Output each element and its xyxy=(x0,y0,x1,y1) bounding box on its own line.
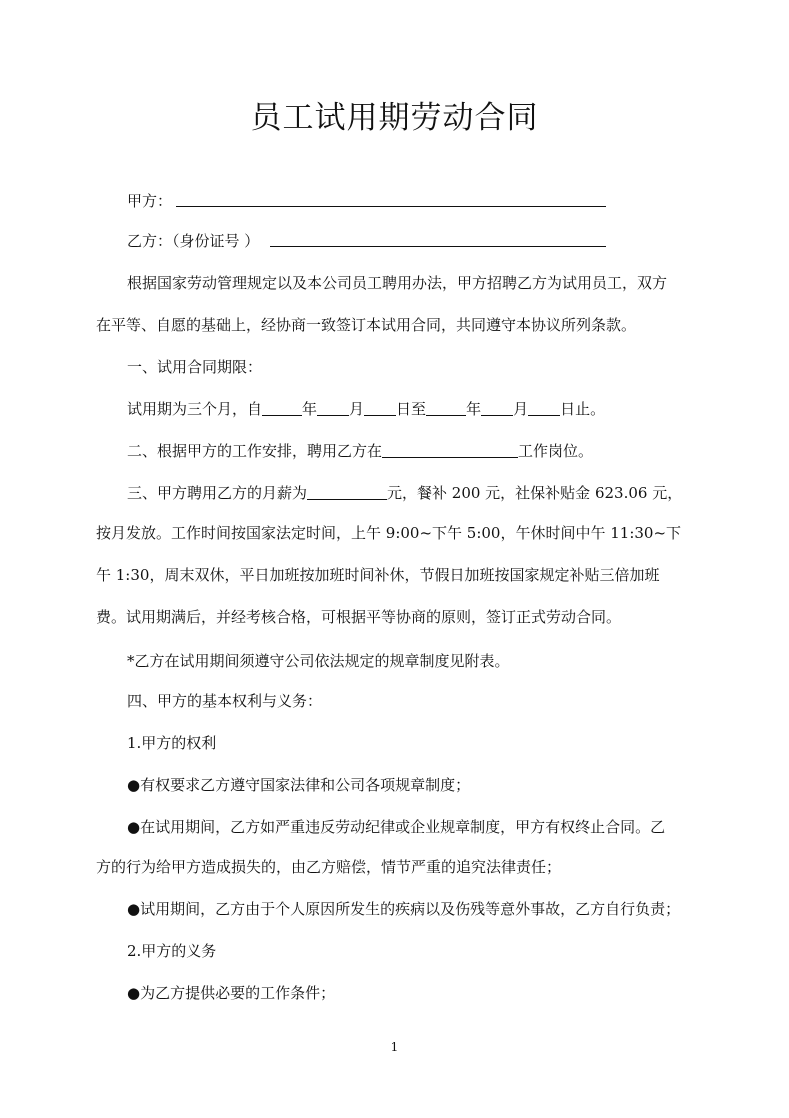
section-3-line-1: 三、甲方聘用乙方的月薪为 元，餐补 200 元，社保补贴金 623.06 元， xyxy=(127,484,683,502)
duty-item-1: ●为乙方提供必要的工作条件； xyxy=(127,984,336,1002)
intro-line-1: 根据国家劳动管理规定以及本公司员工聘用办法，甲方招聘乙方为试用员工，双方 xyxy=(127,274,668,292)
rules-note: *乙方在试用期间须遵守公司依法规定的规章制度见附表。 xyxy=(127,652,510,670)
section-4-heading: 四、甲方的基本权利与义务： xyxy=(127,692,323,710)
section-3-line-2: 按月发放。工作时间按国家法定时间，上午 9:00~下午 5:00，午休时间中午 11:30~下 xyxy=(96,524,682,542)
blank-position xyxy=(382,442,518,458)
rights-heading: 1.甲方的权利 xyxy=(127,734,217,752)
page-number: 1 xyxy=(390,1040,399,1054)
blank-month-start xyxy=(317,400,349,416)
right-item-1: ●有权要求乙方遵守国家法律和公司各项规章制度； xyxy=(127,776,471,794)
blank-day-end xyxy=(528,400,560,416)
duties-heading: 2.甲方的义务 xyxy=(127,942,217,960)
blank-year-end xyxy=(426,400,466,416)
blank-day-start xyxy=(364,400,396,416)
party-b-label: 乙方：（身份证号 ） xyxy=(127,232,260,250)
section-1-text: 试用期为三个月，自 年 月 日至 年 月 日止。 xyxy=(127,400,606,418)
blank-month-end xyxy=(481,400,513,416)
section-3-line-3: 午 1:30，周末双休，平日加班按加班时间补休，节假日加班按国家规定补贴三倍加班 xyxy=(96,566,660,584)
right-item-3: ●试用期间，乙方由于个人原因所发生的疾病以及伤残等意外事故，乙方自行负责； xyxy=(127,900,681,918)
blank-year-start xyxy=(262,400,302,416)
intro-line-2: 在平等、自愿的基础上，经协商一致签订本试用合同，共同遵守本协议所列条款。 xyxy=(96,316,637,334)
section-2-text: 二、根据甲方的工作安排，聘用乙方在 工作岗位。 xyxy=(127,442,594,460)
party-a-blank xyxy=(176,206,606,207)
right-item-2-line-1: ●在试用期间，乙方如严重违反劳动纪律或企业规章制度，甲方有权终止合同。乙 xyxy=(127,818,666,836)
right-item-2-line-2: 方的行为给甲方造成损失的，由乙方赔偿，情节严重的追究法律责任； xyxy=(96,858,562,876)
section-1-heading: 一、试用合同期限： xyxy=(127,358,263,376)
party-b-blank xyxy=(270,246,606,247)
document-title: 员工试用期劳动合同 xyxy=(250,100,539,136)
section-3-line-4: 费。试用期满后，并经考核合格，可根据平等协商的原则，签订正式劳动合同。 xyxy=(96,608,622,626)
blank-salary xyxy=(307,484,387,500)
party-a-label: 甲方： xyxy=(127,192,173,210)
